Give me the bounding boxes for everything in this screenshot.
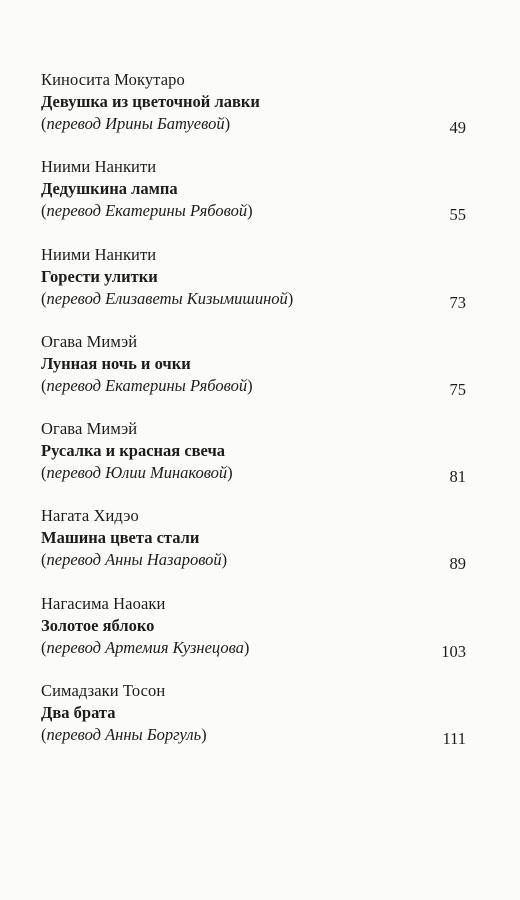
- entry-author: Ниими Нанкити: [41, 157, 157, 177]
- toc-entry: [41, 156, 481, 243]
- toc-entry: [41, 505, 481, 592]
- toc-entry: [41, 680, 481, 767]
- entry-author: Огава Мимэй: [41, 331, 138, 351]
- entry-translator-text: перевод Екатерины Рябовой: [46, 375, 248, 395]
- toc-entry: [41, 331, 481, 418]
- entry-page-number: 55: [449, 205, 466, 225]
- entry-translator: (перевод Анны Назаровой): [41, 550, 228, 570]
- entry-translator-text: перевод Екатерины Рябовой: [46, 201, 248, 221]
- entry-page-number: 89: [449, 554, 466, 574]
- entry-page-number: 103: [441, 641, 466, 661]
- entry-page-number: 75: [449, 379, 466, 399]
- entry-author: Симадзаки Тосон: [41, 681, 166, 701]
- toc-entry: [41, 593, 481, 680]
- entry-translator: (перевод Ирины Батуевой): [41, 114, 231, 133]
- entry-title: Машина цвета стали: [41, 528, 200, 548]
- entry-page-number: 73: [449, 292, 466, 312]
- entry-translator-text: перевод Артемия Кузнецова: [46, 637, 244, 657]
- entry-title: Золотое яблоко: [41, 615, 155, 635]
- entry-translator: (перевод Анны Боргуль): [41, 725, 207, 745]
- entry-title: Два брата: [41, 703, 116, 723]
- entry-page-number: 111: [442, 729, 466, 749]
- entry-title: Русалка и красная свеча: [41, 441, 226, 461]
- entry-title: Лунная ночь и очки: [41, 353, 191, 373]
- toc-entry: [41, 418, 481, 505]
- entry-translator: (перевод Елизаветы Кизымишиной): [41, 288, 294, 308]
- entry-translator: (перевод Екатерины Рябовой): [41, 375, 253, 395]
- table-of-contents: [41, 69, 481, 767]
- entry-translator-text: перевод Елизаветы Кизымишиной: [46, 288, 288, 308]
- entry-translator-text: перевод Ирины Батуевой: [46, 114, 225, 133]
- entry-translator-text: перевод Юлии Минаковой: [46, 463, 228, 483]
- toc-entry: [41, 244, 481, 331]
- entry-author: Киносита Мокутаро: [41, 70, 185, 89]
- entry-author: Огава Мимэй: [41, 419, 138, 439]
- entry-translator-text: перевод Анны Назаровой: [46, 550, 222, 570]
- entry-translator-text: перевод Анны Боргуль: [46, 725, 202, 745]
- entry-translator: (перевод Юлии Минаковой): [41, 463, 233, 483]
- entry-author: Нагата Хидэо: [41, 506, 139, 526]
- entry-translator: (перевод Артемия Кузнецова): [41, 637, 250, 657]
- entry-title: Горести улитки: [41, 266, 158, 286]
- entry-author: Нагасима Наоаки: [41, 593, 166, 613]
- entry-title: Дедушкина лампа: [41, 179, 178, 199]
- entry-translator: (перевод Екатерины Рябовой): [41, 201, 253, 221]
- entry-page-number: 49: [449, 118, 466, 137]
- toc-entry: [41, 69, 481, 156]
- entry-title: Девушка из цветочной лавки: [41, 92, 260, 111]
- entry-page-number: 81: [449, 467, 466, 487]
- entry-author: Ниими Нанкити: [41, 244, 157, 264]
